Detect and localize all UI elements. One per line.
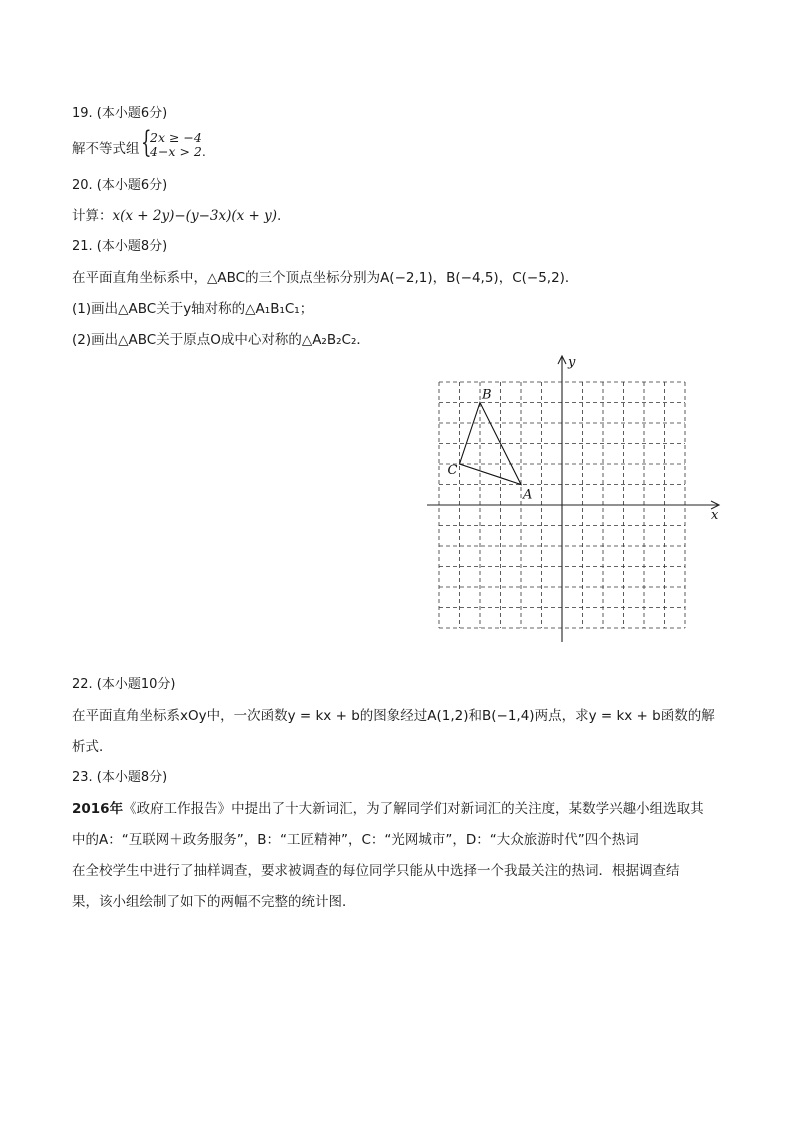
- q19-prefix: 解不等式组: [72, 141, 140, 157]
- coordinate-grid-figure: [420, 350, 730, 650]
- q22-line-1: 在平面直角坐标系xOy中，一次函数y = kx + b的图象经过A(1,2)和B(−1,4)两点，求y = kx + b函数的解: [72, 708, 715, 724]
- q21-part-2: (2)画出△ABC关于原点O成中心对称的△A₂B₂C₂．: [72, 332, 370, 348]
- left-brace-icon: {: [141, 125, 152, 160]
- y-axis-label: y: [568, 355, 576, 370]
- q19-heading: 19. (本小题6分): [72, 106, 168, 121]
- x-axis-label: x: [711, 508, 719, 523]
- q20-expression: x(x + 2y)−(y−3x)(x + y): [112, 208, 278, 224]
- q19-inequality-2: 4−x > 2.: [150, 144, 206, 159]
- q23-line-3: 在全校学生中进行了抽样调查，要求被调查的每位同学只能从中选择一个我最关注的热词．根据调查结: [72, 863, 680, 879]
- axes: [427, 356, 719, 642]
- q23-year: 2016年: [72, 801, 124, 817]
- q23-line-2: 中的A：“互联网＋政务服务”，B：“工匠精神”，C：“光网城市”，D：“大众旅游时代”四个热词: [72, 832, 639, 848]
- q23-line-1: [72, 799, 704, 819]
- point-label-a: A: [523, 487, 533, 503]
- q23-line-1-text: 《政府工作报告》中提出了十大新词汇，为了解同学们对新词汇的关注度，某数学兴趣小组选取其: [123, 801, 704, 817]
- q20-prefix: 计算：: [72, 208, 113, 224]
- q22-line-2: 析式．: [72, 739, 113, 755]
- point-label-c: C: [447, 463, 458, 478]
- q22-heading: 22. (本小题10分): [72, 677, 176, 692]
- q20-body: [72, 206, 281, 226]
- q23-heading: 23. (本小题8分): [72, 770, 168, 785]
- q21-heading: 21. (本小题8分): [72, 239, 168, 254]
- q21-part-1: (1)画出△ABC关于y轴对称的△A₁B₁C₁；: [72, 301, 314, 317]
- q20-period: .: [277, 208, 282, 224]
- q23-line-4: 果，该小组绘制了如下的两幅不完整的统计图．: [72, 894, 356, 910]
- q21-stem: 在平面直角坐标系中，△ABC的三个顶点坐标分别为A(−2,1)，B(−4,5)，C(−5,2)．: [72, 270, 579, 286]
- q19-inequality-1: 2x ≥ −4: [150, 130, 202, 145]
- q20-heading: 20. (本小题6分): [72, 178, 168, 193]
- point-label-b: B: [482, 387, 492, 403]
